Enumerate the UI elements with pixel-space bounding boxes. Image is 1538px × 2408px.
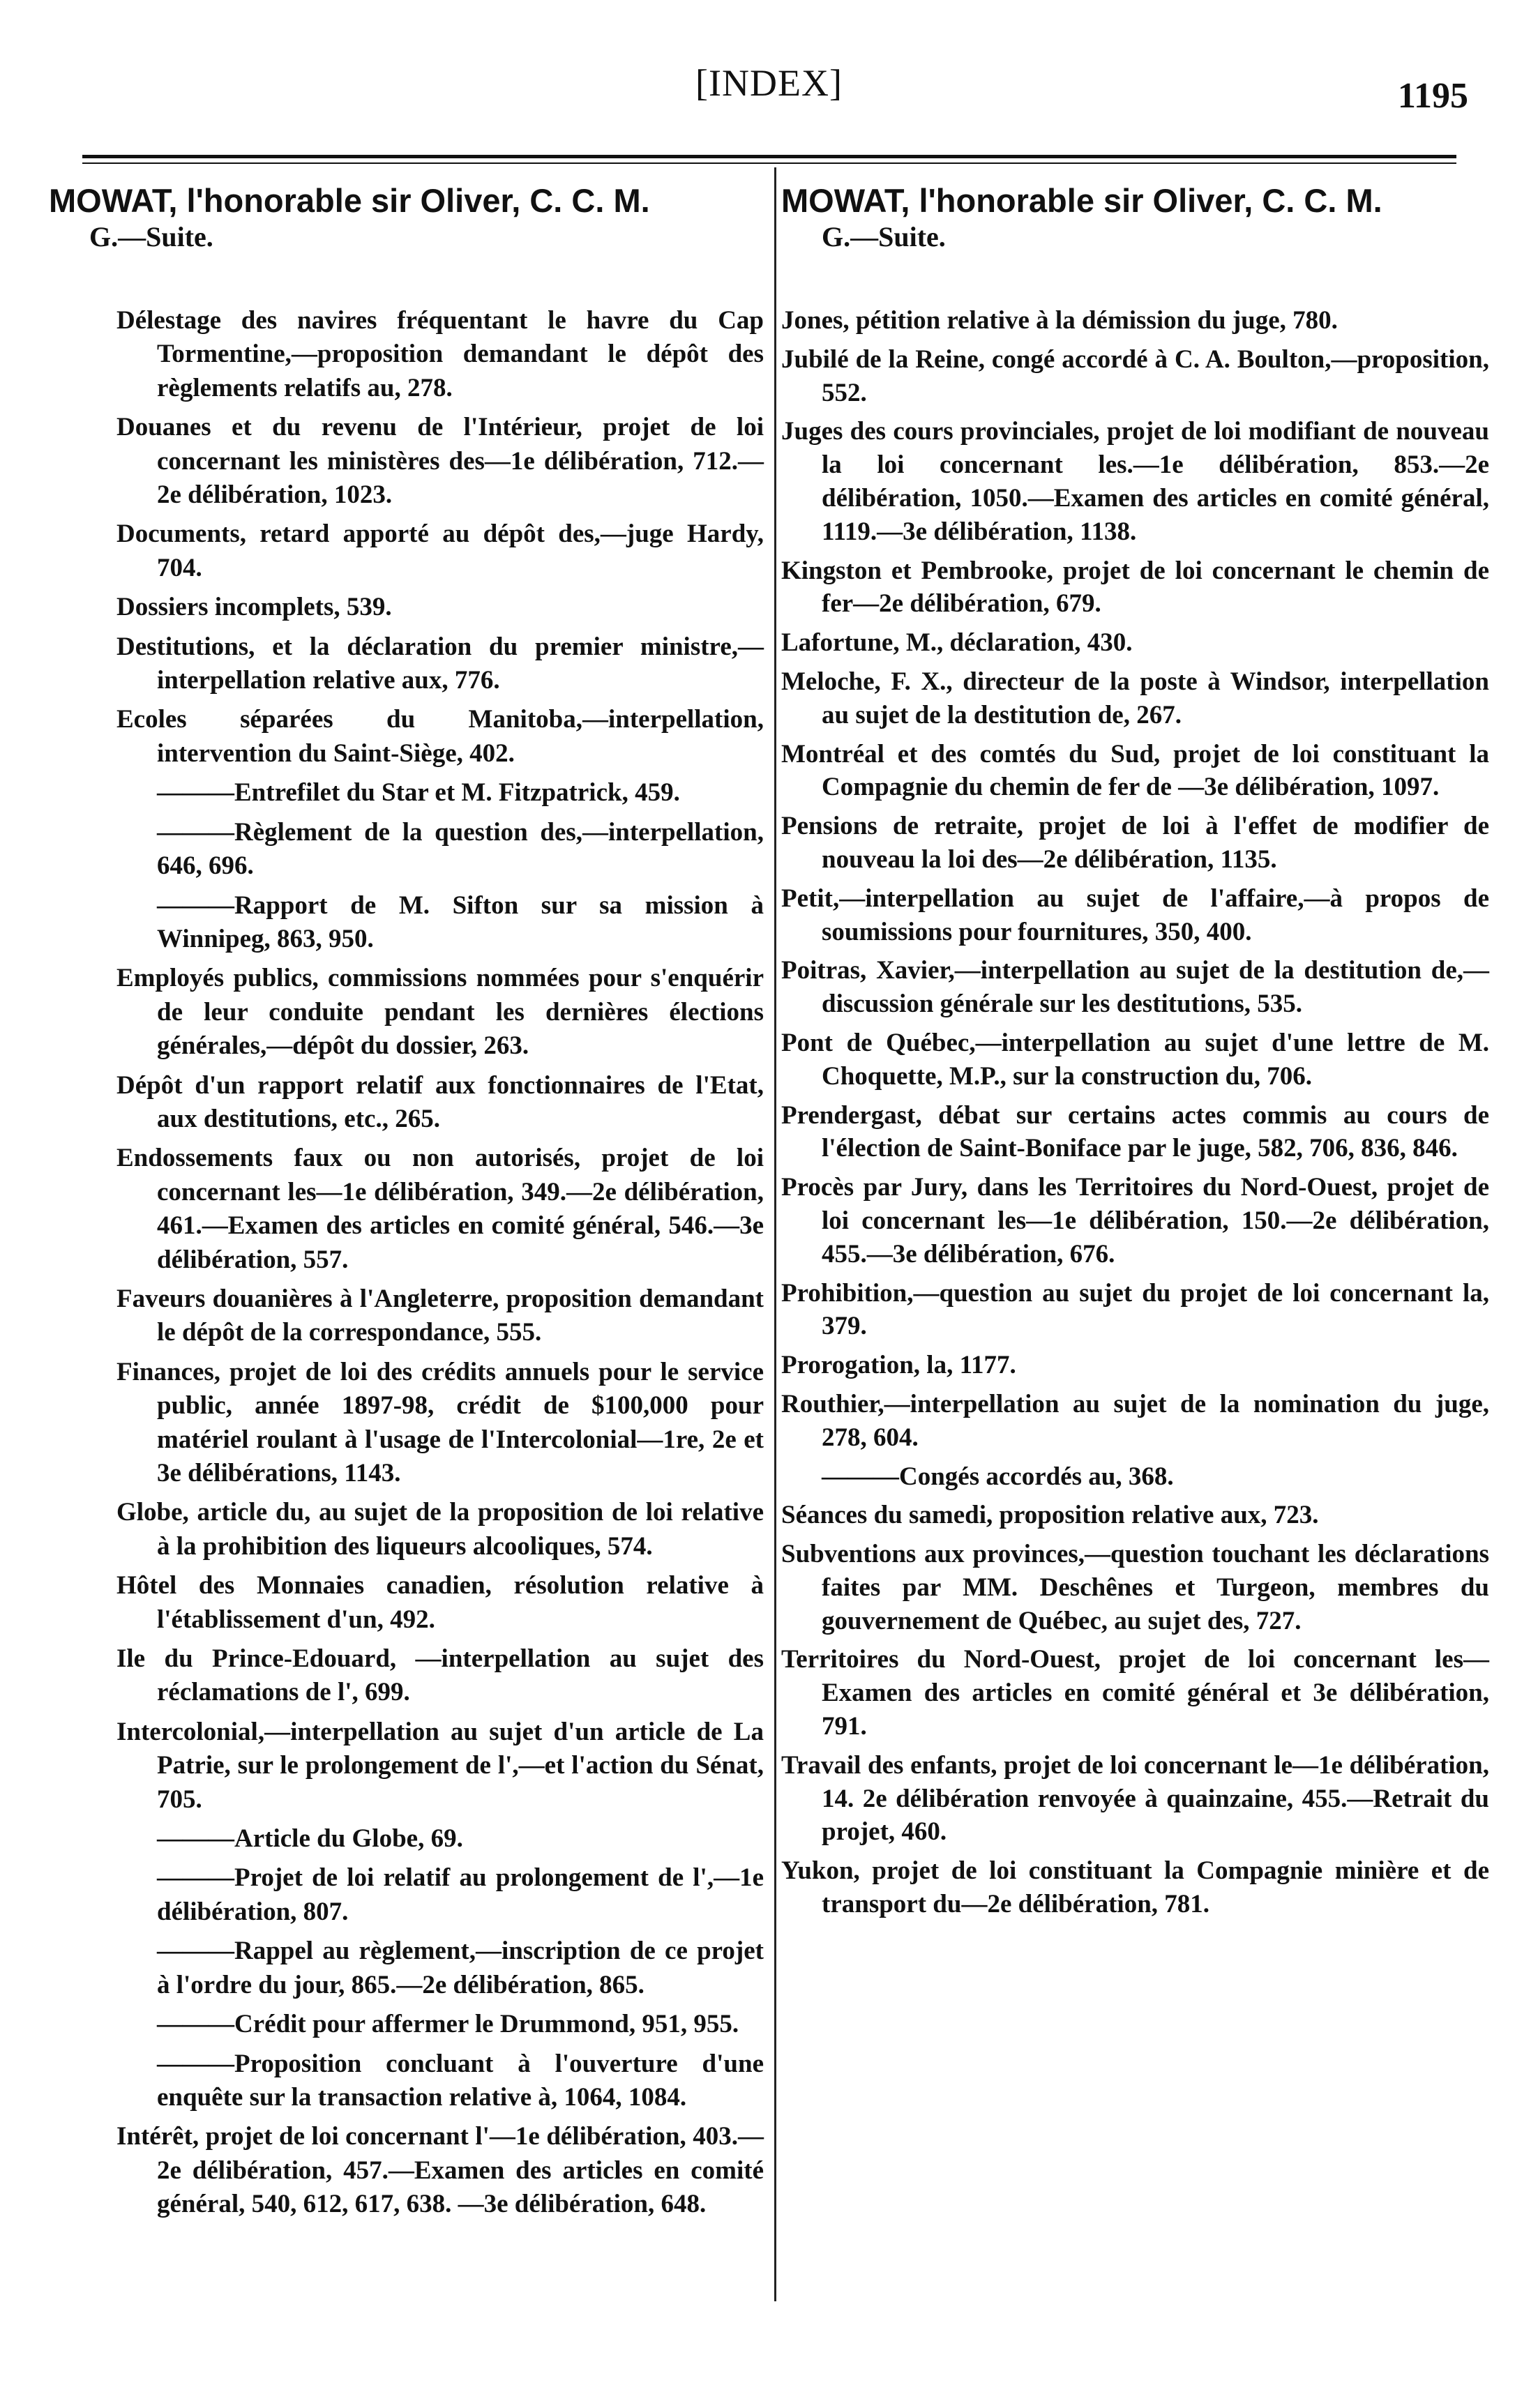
index-entry: Procès par Jury, dans les Territoires du Nord-Ouest, projet de loi concernant les—1e délibération, 150.—2e délibération, 455.—3e délibération, 676. [781,1173,1489,1269]
header-rule [82,155,1456,158]
index-entry: Kingston et Pembrooke, projet de loi concernant le chemin de fer—2e délibération, 679. [781,556,1489,619]
index-subentry: ——— Proposition concluant à l'ouverture d'une enquête sur la transaction relative à, 1064, 1084. [49,2047,764,2115]
index-subentry: ——— Rapport de M. Sifton sur sa mission à Winnipeg, 863, 950. [49,889,764,957]
header-rule-thin [82,162,1456,164]
index-entry: Petit,—interpellation au sujet de l'affaire,—à propos de soumissions pour fournitures, 350, 400. [781,884,1489,946]
index-entry: Pont de Québec,—interpellation au sujet d'une lettre de M. Choquette, M.P., sur la construction du, 706. [781,1028,1489,1091]
index-entry: Prohibition,—question au sujet du projet de loi concernant la, 379. [781,1278,1489,1341]
index-subentry: ——— Rappel au règlement,—inscription de ce projet à l'ordre du jour, 865.—2e délibération, 865. [49,1934,764,2002]
index-entry: Destitutions, et la déclaration du premier ministre,—interpellation relative aux, 776. [116,632,764,695]
index-entry: Dépôt d'un rapport relatif aux fonctionnaires de l'Etat, aux destitutions, etc., 265. [116,1070,764,1133]
index-subentry: ——— Congés accordés au, 368. [781,1460,1489,1494]
index-entry: Finances, projet de loi des crédits annuels pour le service public, année 1897-98, crédit de $100,000 pour matériel roulant à l'usage de l'Intercolonial—1re, 2e et 3e délibérations, 1143. [116,1357,764,1487]
index-entry: Prorogation, la, 1177. [781,1351,1016,1380]
running-head-continued: G.—Suite. [822,221,946,252]
index-entry: Travail des enfants, projet de loi concernant le—1e délibération, 14. 2e délibération renvoyée à quainzaine, 455.—Retrait du projet, 460. [781,1750,1489,1847]
index-entries [781,304,1489,1921]
index-subentry: ——— Crédit pour affermer le Drummond, 951, 955. [49,2008,764,2041]
index-entry: Délestage des navires fréquentant le havre du Cap Tormentine,—proposition demandant le dépôt des règlements relatifs au, 278. [116,306,764,402]
index-entry: Ecoles séparées du Manitoba,—interpellation, intervention du Saint-Siège, 402. [116,705,764,768]
index-entry: Meloche, F. X., directeur de la poste à Windsor, interpellation au sujet de la destitution de, 267. [781,667,1489,729]
running-head [49,183,764,255]
index-entry: Routhier,—interpellation au sujet de la nomination du juge, 278, 604. [781,1389,1489,1452]
index-entry: Territoires du Nord-Ouest, projet de loi concernant les—Examen des articles en comité général et 3e délibération, 791. [781,1645,1489,1741]
index-entry: Yukon, projet de loi constituant la Compagnie minière et de transport du—2e délibération, 781. [781,1856,1489,1919]
index-entry: Douanes et du revenu de l'Intérieur, projet de loi concernant les ministères des—1e délibération, 712.—2e délibération, 1023. [116,413,764,510]
index-entry: Globe, article du, au sujet de la proposition de loi relative à la prohibition des liqueurs alcooliques, 574. [116,1498,764,1561]
index-subentry: ——— Article du Globe, 69. [49,1822,764,1856]
index-entry: Hôtel des Monnaies canadien, résolution relative à l'établissement d'un, 492. [116,1571,764,1634]
index-entry: Employés publics, commissions nommées pour s'enquérir de leur conduite pendant les dernières élections générales,—dépôt du dossier, 263. [116,964,764,1061]
index-entry: Intérêt, projet de loi concernant l'—1e délibération, 403.—2e délibération, 457.—Examen des articles en comité général, 540, 612, 617, 638. —3e délibération, 648. [116,2122,764,2219]
left-column [49,183,764,2227]
index-entry: Juges des cours provinciales, projet de loi modifiant de nouveau la loi concernant les.—1e délibération, 853.—2e délibération, 1050.—Examen des articles en comité général, 1119.—3e délibération, 1138. [781,417,1489,546]
running-head-continued: G.—Suite. [89,221,213,252]
index-entry: Lafortune, M., déclaration, 430. [781,628,1133,658]
running-head [781,183,1489,255]
page-header [0,0,1538,139]
index-entries [49,304,764,2222]
index-subentry: ——— Règlement de la question des,—interpellation, 646, 696. [49,816,764,884]
index-entry: Jones, pétition relative à la démission du juge, 780. [781,306,1338,335]
index-entry: Séances du samedi, proposition relative aux, 723. [781,1501,1319,1530]
index-entry: Montréal et des comtés du Sud, projet de loi constituant la Compagnie du chemin de fer de —3e délibération, 1097. [781,739,1489,802]
index-entry: Intercolonial,—interpellation au sujet d'un article de La Patrie, sur le prolongement de l',—et l'action du Sénat, 705. [116,1717,764,1814]
index-entry: Subventions aux provinces,—question touchant les déclarations faites par MM. Deschênes et Turgeon, membres du gouvernement de Québec, au sujet des, 727. [781,1540,1489,1635]
running-head-title: MOWAT, l'honorable sir Oliver, C. C. M. [49,182,650,219]
page-number: 1195 [1397,76,1468,116]
right-column [781,183,1489,1927]
index-entry: Documents, retard apporté au dépôt des,—juge Hardy, 704. [116,520,764,582]
index-entry: Ile du Prince-Edouard, —interpellation au sujet des réclamations de l', 699. [116,1644,764,1707]
section-label: [INDEX] [695,62,843,104]
index-entry: Endossements faux ou non autorisés, projet de loi concernant les—1e délibération, 349.—2e délibération, 461.—Examen des articles en comité général, 546.—3e délibération, 557. [116,1144,764,1274]
index-entry: Pensions de retraite, projet de loi à l'effet de modifier de nouveau la loi des—2e délibération, 1135. [781,812,1489,874]
index-subentry: ——— Entrefilet du Star et M. Fitzpatrick, 459. [49,776,764,810]
index-entry: Poitras, Xavier,—interpellation au sujet de la destitution de,—discussion générale sur les destitutions, 535. [781,956,1489,1019]
index-entry: Faveurs douanières à l'Angleterre, proposition demandant le dépôt de la correspondance, 555. [116,1284,764,1347]
index-entry: Jubilé de la Reine, congé accordé à C. A. Boulton,—proposition, 552. [781,344,1489,407]
index-subentry: ——— Projet de loi relatif au prolongement de l',—1e délibération, 807. [49,1861,764,1929]
column-divider [774,167,776,2301]
index-entry: Prendergast, débat sur certains actes commis au cours de l'élection de Saint-Boniface par le juge, 582, 706, 836, 846. [781,1100,1489,1163]
index-entry: Dossiers incomplets, 539. [116,593,392,622]
running-head-title: MOWAT, l'honorable sir Oliver, C. C. M. [781,182,1382,219]
